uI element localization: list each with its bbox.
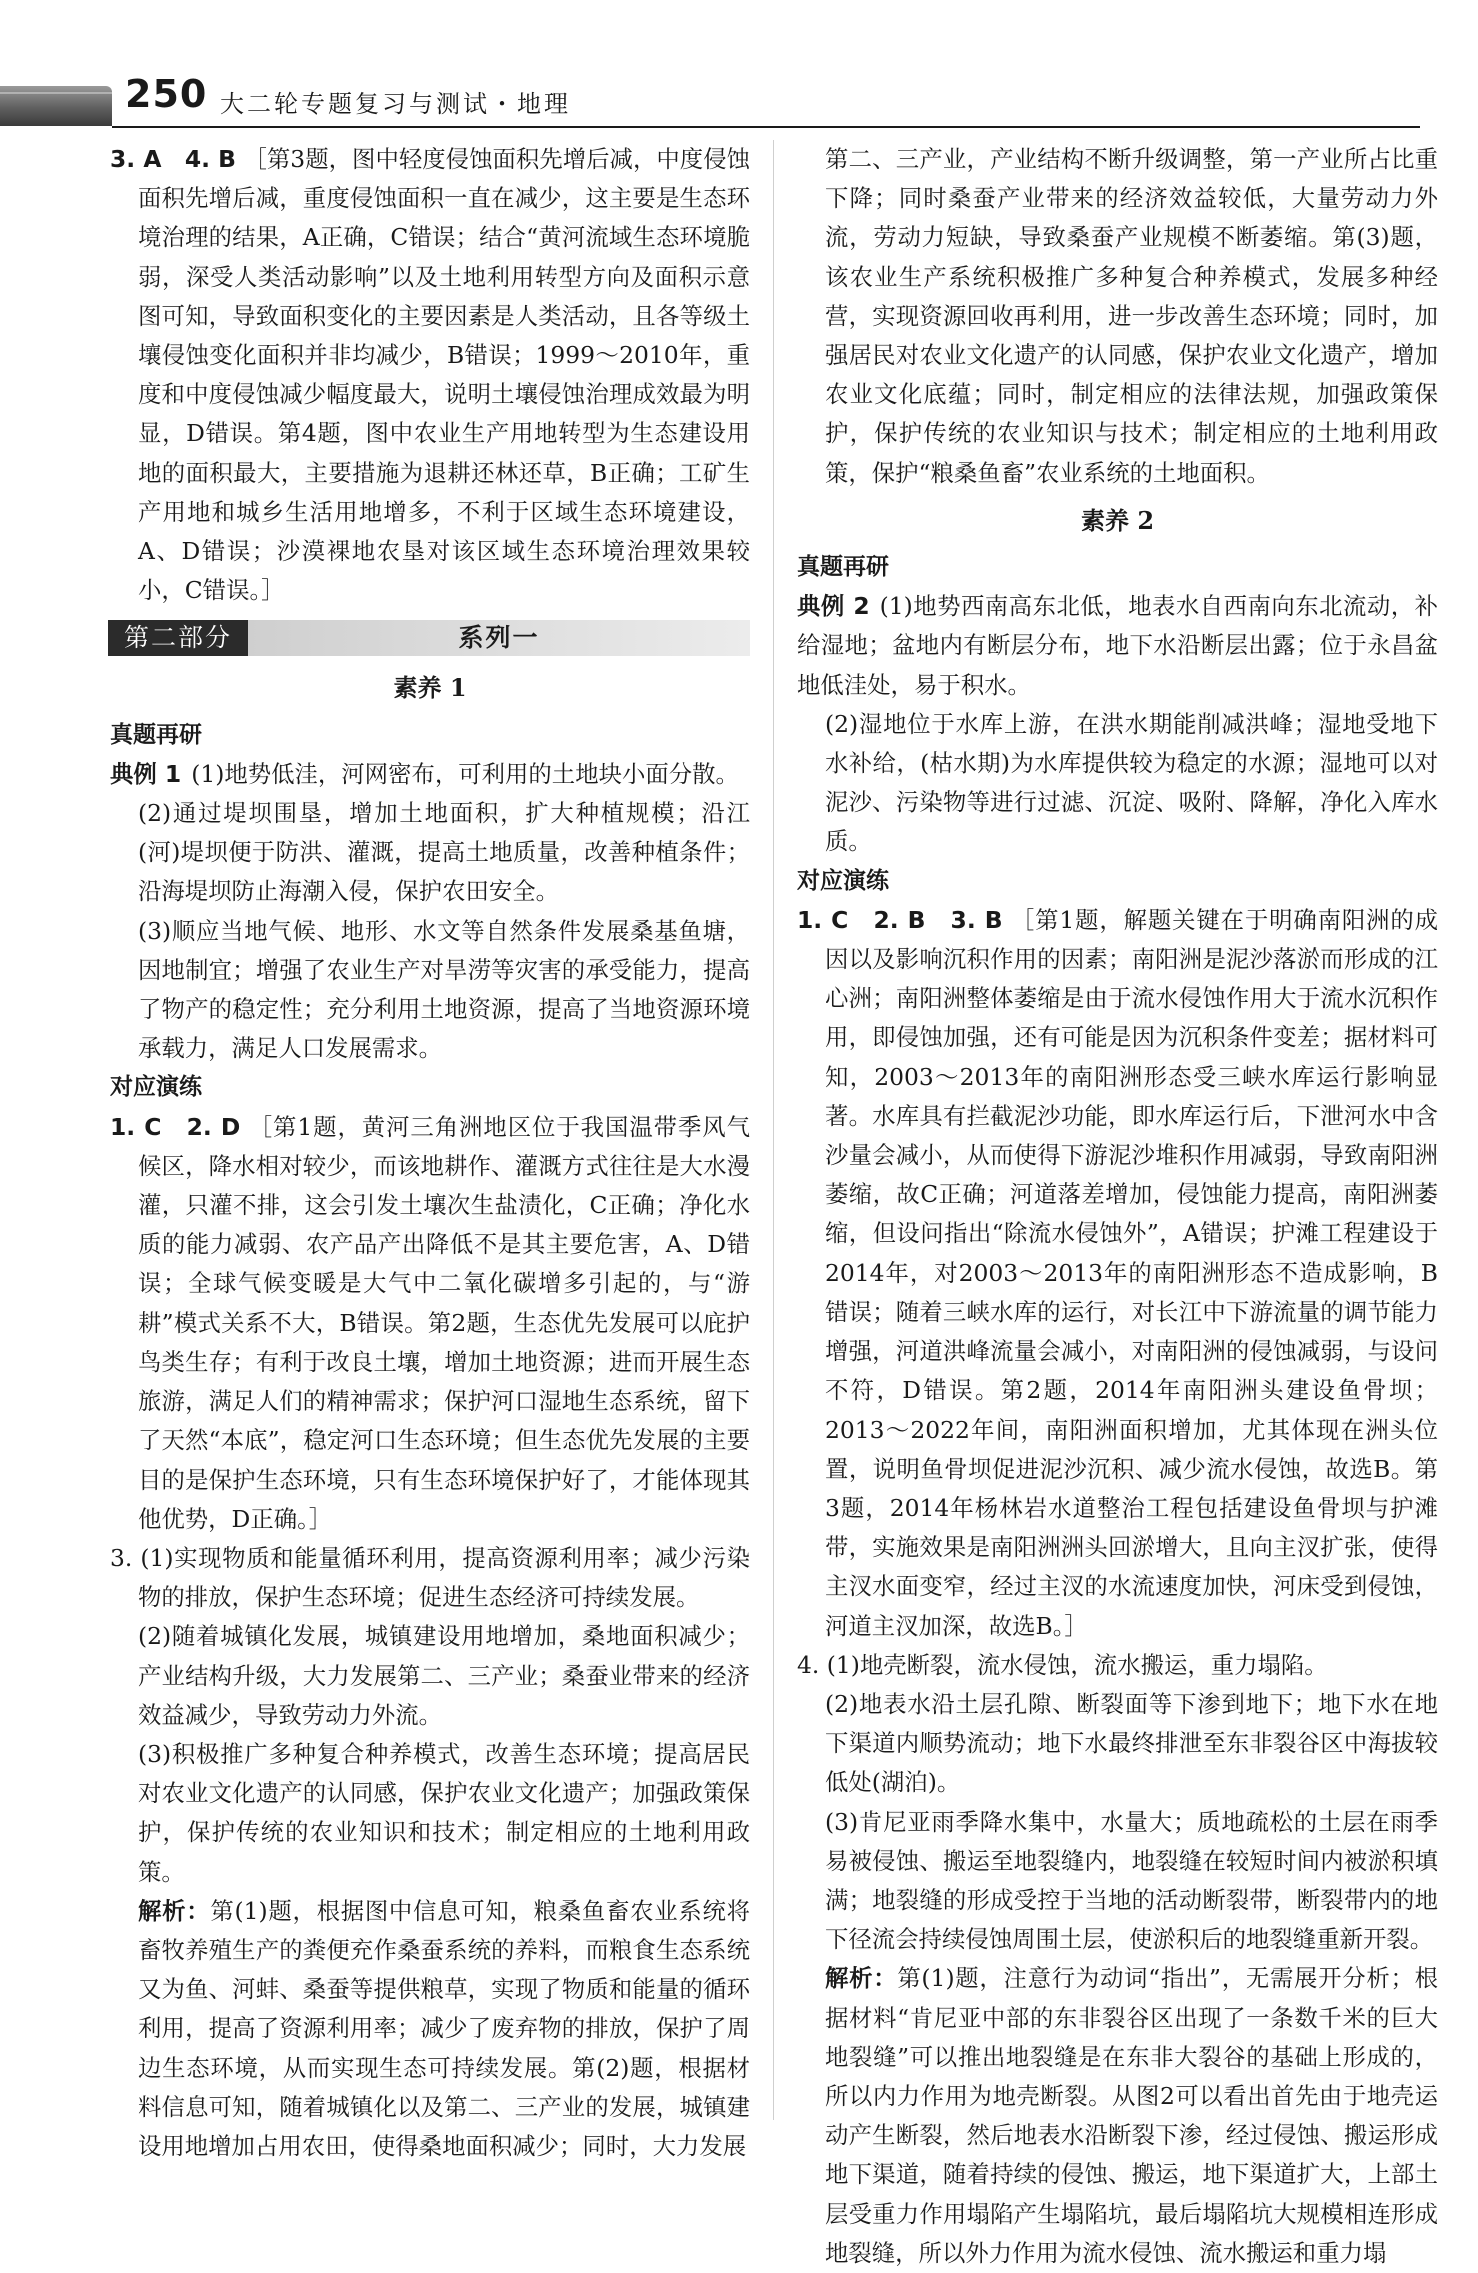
section-banner xyxy=(108,618,750,658)
analysis-label-2: 解析： xyxy=(825,1964,898,1993)
right-column xyxy=(797,140,1438,2273)
q1-2-explanation xyxy=(110,1108,750,1539)
dianli1-p1 xyxy=(110,755,750,794)
duiying-heading-1: 对应演练 xyxy=(110,1074,202,1101)
analysis-label: 解析： xyxy=(138,1896,211,1925)
banner-part-label: 第二部分 xyxy=(108,620,248,656)
q4-part1: 4. (1)地壳断裂，流水侵蚀，流水搬运，重力塌陷。 xyxy=(797,1650,1328,1679)
page-number: 250 xyxy=(125,72,208,116)
suyang-2-title: 素养 2 xyxy=(1080,505,1155,535)
q4-analysis-text: 第(1)题，注意行为动词“指出”，无需展开分析；根据材料“肯尼亚中部的东非裂谷区出现了一条数千米的巨大地裂缝”可以推出地裂缝是在东非大裂谷的基础上形成的，所以内力作用为地壳断裂。从图2可以看出首先由于地壳运动产生断裂，然后地表水沿断裂下渗，经过侵蚀、搬运形成地下渠道，随着持续的侵蚀、搬运，地下渠道扩大，上部土层受重力作用塌陷产生塌陷坑，最后塌陷坑大规模相连形成地裂缝，所以外力作用为流水侵蚀、流水搬运和重力塌 xyxy=(825,1964,1438,2267)
q1-2-text: ［第1题，黄河三角洲地区位于我国温带季风气候区，降水相对较少，而该地耕作、灌溉方式往往是大水漫灌，只灌不排，这会引发土壤次生盐渍化，C正确；净化水质的能力减弱、农产品产出降低不是其主要危害，A、D错误；全球气候变暖是大气中二氧化碳增多引起的，与“游耕”模式关系不大，B错误。第2题，生态优先发展可以庇护鸟类生存；有利于改良土壤，增加土地资源；进而开展生态旅游，满足人们的精神需求；保护河口湿地生态系统，留下了天然“本底”，稳定河口生态环境；但生态优先发展的主要目的是保护生态环境，只有生态环境保护好了，才能体现其他优势，D正确。］ xyxy=(138,1112,750,1533)
q3-analysis-text: 第(1)题，根据图中信息可知，粮桑鱼畜农业系统将畜牧养殖生产的粪便充作桑蚕系统的养料，而粮食生态系统又为鱼、河蚌、桑蚕等提供粮草，实现了物质和能量的循环利用，提高了资源利用率；减少了废弃物的排放，保护了周边生态环境，从而实现生态可持续发展。第(2)题，根据材料信息可知，随着城镇化以及第二、三产业的发展，城镇建设用地增加占用农田，使得桑地面积减少；同时，大力发展 xyxy=(138,1896,750,2160)
q3-4-text: ［第3题，图中轻度侵蚀面积先增后减，中度侵蚀面积先增后减，重度侵蚀面积一直在减少，这主要是生态环境治理的结果，A正确，C错误；结合“黄河流域生态环境脆弱，深受人类活动影响”以及土地利用转型方向及面积示意图可知，导致面积变化的主要因素是人类活动，且各等级土壤侵蚀变化面积并非均减少，B错误；1999～2010年，重度和中度侵蚀减少幅度最大，说明土壤侵蚀治理成效最为明显，D错误。第4题，图中农业生产用地转型为生态建设用地的面积最大，主要措施为退耕还林还草，B正确；工矿生产用地和城乡生活用地增多，不利于区域生态环境建设，A、D错误；沙漠裸地农垦对该区域生态环境治理效果较小，C错误。］ xyxy=(138,145,750,605)
continued-analysis: 第二、三产业，产业结构不断升级调整，第一产业所占比重下降；同时桑蚕产业带来的经济效益较低，大量劳动力外流，劳动力短缺，导致桑蚕产业规模不断萎缩。第(3)题，该农业生产系统积极推广多种复合种养模式，发展多种经营，实现资源回收再利用，进一步改善生态环境；同时，加强居民对农业文化遗产的认同感，保护农业文化遗产，增加农业文化底蕴；同时，制定相应的法律法规，加强政策保护，保护传统的农业知识与技术；制定相应的土地利用政策，保护“粮桑鱼畜”农业系统的土地面积。 xyxy=(825,145,1438,487)
q4-part2: (2)地表水沿土层孔隙、断裂面等下渗到地下；地下水在地下渠道内顺势流动；地下水最终排泄至东非裂谷区中海拔较低处(湖泊)。 xyxy=(825,1689,1438,1797)
suyang-1-title: 素养 1 xyxy=(393,673,467,703)
dianli1-text1: (1)地势低洼，河网密布，可利用的土地块小面分散。 xyxy=(191,759,739,788)
banner-series-label: 系列一 xyxy=(248,620,750,656)
zhenti-heading-2: 真题再研 xyxy=(797,554,889,581)
left-column xyxy=(110,140,750,2166)
dianli2-p2: (2)湿地位于水库上游，在洪水期能削减洪峰；湿地受地下水补给，(枯水期)为水库提供较为稳定的水源；湿地可以对泥沙、污染物等进行过滤、沉淀、吸附、降解，净化入库水质。 xyxy=(825,709,1438,856)
dianli2-p1 xyxy=(797,587,1438,705)
page-header xyxy=(0,62,1478,132)
q3-part2: (2)随着城镇化发展，城镇建设用地增加，桑地面积减少；产业结构升级，大力发展第二、三产业；桑蚕业带来的经济效益减少，导致劳动力外流。 xyxy=(138,1622,750,1729)
dianli1-p2: (2)通过堤坝围垦，增加土地面积，扩大种植规模；沿江(河)堤坝便于防洪、灌溉，提高土地质量，改善种植条件；沿海堤坝防止海潮入侵，保护农田安全。 xyxy=(138,799,750,906)
header-rule xyxy=(112,126,1420,128)
dianli2-label: 典例 2 xyxy=(797,592,870,621)
q1-2-answers: 1. C 2. D xyxy=(110,1112,241,1141)
q4-analysis xyxy=(797,1959,1438,2273)
q3-analysis xyxy=(110,1892,750,2166)
q1-3-explanation xyxy=(797,901,1438,1646)
q1-3-answers: 1. C 2. B 3. B xyxy=(797,905,1003,934)
q3-part3: (3)积极推广多种复合种养模式，改善生态环境；提高居民对农业文化遗产的认同感，保护农业文化遗产；加强政策保护，保护传统的农业知识和技术；制定相应的土地利用政策。 xyxy=(138,1739,750,1886)
duiying-heading-2: 对应演练 xyxy=(797,867,889,894)
dianli1-label: 典例 1 xyxy=(110,759,182,788)
dianli1-p3: (3)顺应当地气候、地形、水文等自然条件发展桑基鱼塘，因地制宜；增强了农业生产对旱涝等灾害的承受能力，提高了物产的稳定性；充分利用土地资源，提高了当地资源环境承载力，满足人口发展需求。 xyxy=(138,916,750,1063)
book-title: 大二轮专题复习与测试・地理 xyxy=(220,90,571,118)
column-divider xyxy=(773,140,774,2120)
q4-part3: (3)肯尼亚雨季降水集中，水量大；质地疏松的土层在雨季易被侵蚀、搬运至地裂缝内，地裂缝在较短时间内被淤积填满；地裂缝的形成受控于当地的活动断裂带，断裂带内的地下径流会持续侵蚀周围土层，使淤积后的地裂缝重新开裂。 xyxy=(825,1807,1438,1954)
q1-3-text: ［第1题，解题关键在于明确南阳洲的成因以及影响沉积作用的因素；南阳洲是泥沙落淤而形成的江心洲；南阳洲整体萎缩是由于流水侵蚀作用大于流水沉积作用，即侵蚀加强，还有可能是因为沉积条件变差；据材料可知，2003～2013年的南阳洲形态受三峡水库运行影响显著。水库具有拦截泥沙功能，即水库运行后，下泄河水中含沙量会减小，从而使得下游泥沙堆积作用减弱，导致南阳洲萎缩，故C正确；河道落差增加，侵蚀能力提高，南阳洲萎缩，但设问指出“除流水侵蚀外”，A错误；护滩工程建设于2014年，对2003～2013年的南阳洲形态不造成影响，B错误；随着三峡水库的运行，对长江中下游流量的调节能力增强，河道洪峰流量会减小，对南阳洲的侵蚀减弱，与设问不符，D错误。第2题，2014年南阳洲头建设鱼骨坝；2013～2022年间，南阳洲面积增加，尤其体现在洲头位置，说明鱼骨坝促进泥沙沉积、减少流水侵蚀，故选B。第3题，2014年杨林岩水道整治工程包括建设鱼骨坝与护滩带，实施效果是南阳洲洲头回淤增大，且向主汊扩张，使得主汊水面变窄，经过主汊的水流速度加快，河床受到侵蚀，河道主汊加深，故选B。］ xyxy=(825,905,1438,1640)
dianli2-text1: (1)地势西南高东北低，地表水自西南向东北流动，补给湿地；盆地内有断层分布，地下水沿断层出露；位于永昌盆地低洼处，易于积水。 xyxy=(797,592,1438,699)
q3-4-explanation xyxy=(110,140,750,610)
zhenti-heading-1: 真题再研 xyxy=(110,721,202,748)
q3-part1: 3. (1)实现物质和能量循环利用，提高资源利用率；减少污染物的排放，保护生态环境；促进生态经济可持续发展。 xyxy=(110,1543,750,1612)
header-tab-graphic xyxy=(0,86,112,126)
q3-4-answers: 3. A 4. B xyxy=(110,145,237,173)
